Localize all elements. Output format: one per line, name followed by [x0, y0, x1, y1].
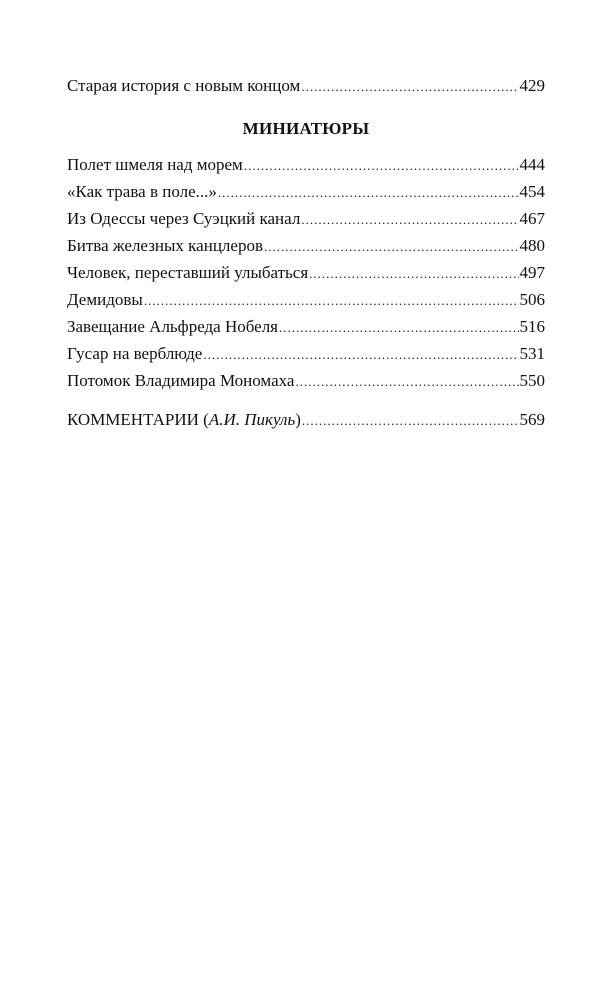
toc-entry-page: 497	[519, 263, 545, 282]
toc-entry	[67, 343, 545, 366]
dot-leader	[295, 371, 518, 393]
dot-leader	[144, 290, 519, 312]
toc-entry-page: 569	[519, 410, 545, 429]
dot-leader	[203, 344, 518, 366]
toc-entry	[67, 181, 545, 204]
dot-leader	[279, 317, 518, 339]
toc-entry-title: Старая история с новым концом	[67, 76, 301, 95]
toc-entry	[67, 289, 545, 312]
dot-leader	[302, 410, 519, 432]
toc-entry	[67, 370, 545, 393]
toc-entry-title: Человек, переставший улыбаться	[67, 263, 309, 282]
dot-leader	[309, 263, 518, 285]
commentary-suffix: )	[295, 410, 301, 429]
toc-entry	[67, 316, 545, 339]
dot-leader	[218, 182, 519, 204]
dot-leader	[264, 236, 519, 258]
commentary-author: А.И. Пикуль	[208, 410, 296, 429]
dot-leader	[301, 209, 518, 231]
toc-entry-title: Демидовы	[67, 290, 143, 309]
toc-entry-title: «Как трава в поле...»	[67, 182, 217, 201]
toc-entry	[67, 235, 545, 258]
toc-entry-title: Завещание Альфреда Нобеля	[67, 317, 279, 336]
toc-entry-page: 429	[519, 76, 545, 95]
toc-entry-page: 531	[519, 344, 545, 363]
toc-entry	[67, 154, 545, 177]
toc-entry-page: 516	[519, 317, 545, 336]
toc-entry-page: 467	[519, 209, 545, 228]
dot-leader	[301, 76, 518, 98]
toc-entry-commentary	[67, 409, 545, 432]
toc-entry-title: Полет шмеля над морем	[67, 155, 243, 174]
toc-entry-old-story	[67, 75, 545, 98]
toc-entry-page: 506	[519, 290, 545, 309]
toc-entry-title: Битва железных канцлеров	[67, 236, 263, 255]
section-heading-miniatures: МИНИАТЮРЫ	[242, 119, 370, 138]
toc-entry-page: 444	[519, 155, 545, 174]
toc-entry-title	[67, 409, 301, 431]
toc-entry-title: Потомок Владимира Мономаха	[67, 371, 295, 390]
dot-leader	[244, 155, 519, 177]
toc-entry	[67, 262, 545, 285]
toc-entry-page: 454	[519, 182, 545, 201]
toc-entry-page: 480	[519, 236, 545, 255]
toc-entry-title: Гусар на верблюде	[67, 344, 203, 363]
toc-entry-title: Из Одессы через Суэцкий канал	[67, 209, 301, 228]
commentary-prefix: КОММЕНТАРИИ (	[67, 410, 209, 429]
toc-entry	[67, 208, 545, 231]
toc-entry-page: 550	[519, 371, 545, 390]
